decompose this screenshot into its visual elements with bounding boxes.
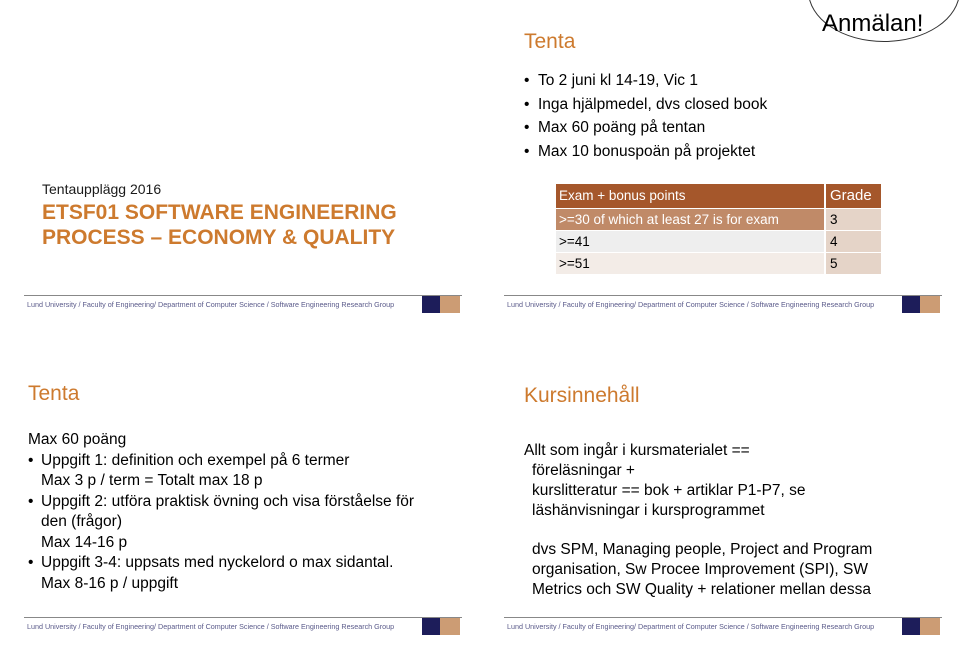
footer-divider xyxy=(504,295,942,296)
body-line: dvs SPM, Managing people, Project and Program xyxy=(532,541,873,558)
footer-logo-block-light xyxy=(440,296,460,313)
slide-1-heading xyxy=(42,200,397,250)
footer-logo-block-light xyxy=(920,296,940,313)
exam-info-list xyxy=(524,69,767,163)
list-item: • Max 10 bonuspoän på projektet xyxy=(524,140,767,164)
grade-table-header xyxy=(556,184,881,208)
body-line: organisation, Sw Procee Improvement (SPI), SW xyxy=(532,561,868,578)
body-line: Allt som ingår i kursmaterialet == xyxy=(524,442,750,459)
slide-footer xyxy=(480,617,960,635)
grade-cell: 5 xyxy=(826,253,881,274)
footer-divider xyxy=(504,617,942,618)
points-cell: >=30 of which at least 27 is for exam xyxy=(556,209,824,230)
body-line: Metrics och SW Quality + relationer mellan dessa xyxy=(532,581,871,598)
body-line: den (frågor) xyxy=(41,513,122,530)
heading-line-1: ETSF01 SOFTWARE ENGINEERING xyxy=(42,201,397,224)
footer-logo-block-dark xyxy=(902,296,920,313)
footer-logo-block-light xyxy=(920,618,940,635)
points-cell: >=41 xyxy=(556,231,824,252)
body-line: Max 8-16 p / uppgift xyxy=(41,574,178,592)
header-cell-points: Exam + bonus points xyxy=(556,184,824,208)
footer-logo-block-light xyxy=(440,618,460,635)
body-line: Max 14-16 p xyxy=(41,533,128,551)
list-item: • Inga hjälpmedel, dvs closed book xyxy=(524,93,767,117)
bullet-item: • Uppgift 2: utföra praktisk övning och visa förståelse för xyxy=(28,492,414,513)
list-item: • To 2 juni kl 14-19, Vic 1 xyxy=(524,69,767,93)
bullet-item: • Uppgift 3-4: uppsats med nyckelord o max sidantal. xyxy=(28,553,414,574)
table-row xyxy=(556,253,881,274)
grade-cell: 4 xyxy=(826,231,881,252)
body-line: läshänvisningar i kursprogrammet xyxy=(532,502,765,519)
footer-text: Lund University / Faculty of Engineering/ Department of Computer Science / Software Engineering Research Group xyxy=(27,622,395,631)
slide-footer xyxy=(0,617,480,635)
slide-3-title: Tenta xyxy=(28,382,80,405)
grade-cell: 3 xyxy=(826,209,881,230)
slide-1-subtitle: Tentaupplägg 2016 xyxy=(42,181,162,197)
body-line: Max 60 poäng xyxy=(28,431,127,448)
callout-text: Anmälan! xyxy=(822,10,924,37)
slide-footer xyxy=(480,295,960,313)
spacer xyxy=(524,521,872,540)
table-row xyxy=(556,231,881,252)
footer-logo-block-dark xyxy=(422,618,440,635)
heading-line-2: PROCESS – ECONOMY & QUALITY xyxy=(42,226,396,249)
table-row xyxy=(556,209,881,230)
slide-4-title: Kursinnehåll xyxy=(524,384,640,407)
slide-3 xyxy=(0,333,480,666)
header-cell-grade: Grade xyxy=(826,184,881,208)
grade-table xyxy=(556,184,881,275)
slide-1 xyxy=(0,0,480,333)
slide-footer xyxy=(0,295,480,313)
footer-divider xyxy=(24,617,462,618)
body-line: kurslitteratur == bok + artiklar P1-P7, se xyxy=(532,482,806,499)
bullet-item: • Uppgift 1: definition och exempel på 6 termer xyxy=(28,451,414,472)
footer-logo-block-dark xyxy=(422,296,440,313)
slide-4 xyxy=(480,333,960,666)
slide-2-title: Tenta xyxy=(524,30,576,53)
slide-2 xyxy=(480,0,960,333)
footer-text: Lund University / Faculty of Engineering/ Department of Computer Science / Software Engineering Research Group xyxy=(27,300,395,309)
footer-logo-block-dark xyxy=(902,618,920,635)
footer-text: Lund University / Faculty of Engineering/ Department of Computer Science / Software Engineering Research Group xyxy=(507,300,875,309)
footer-divider xyxy=(24,295,462,296)
footer-text: Lund University / Faculty of Engineering/ Department of Computer Science / Software Engineering Research Group xyxy=(507,622,875,631)
slide-4-body xyxy=(524,441,872,600)
body-line: Max 3 p / term = Totalt max 18 p xyxy=(41,472,263,489)
body-line: föreläsningar + xyxy=(532,462,635,479)
slide-3-body xyxy=(28,430,414,594)
points-cell: >=51 xyxy=(556,253,824,274)
list-item: • Max 60 poäng på tentan xyxy=(524,116,767,140)
